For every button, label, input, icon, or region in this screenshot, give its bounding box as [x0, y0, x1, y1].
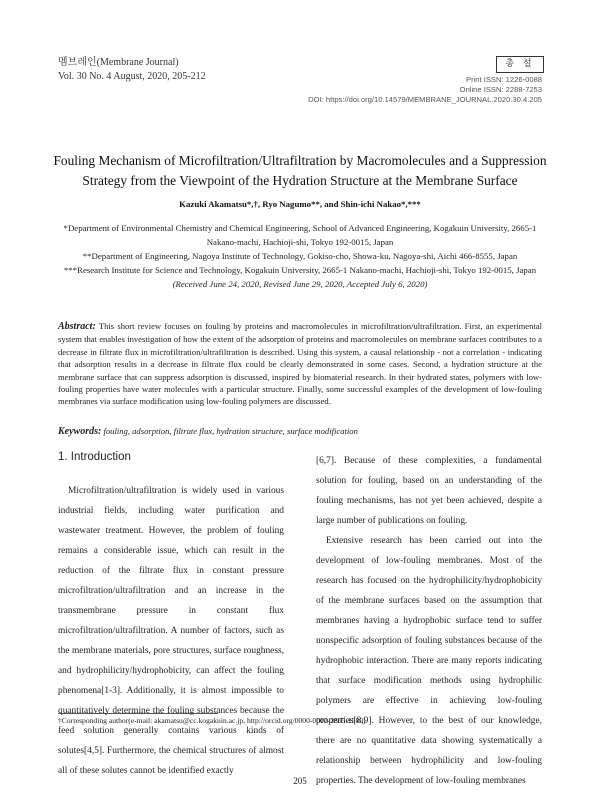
title-line-1: Fouling Mechanism of Microfiltration/Ultrafiltration by Macromolecules and a Suppression — [53, 153, 547, 168]
title-line-2: Strategy from the Viewpoint of the Hydration Structure at the Membrane Surface — [82, 173, 518, 188]
abstract — [58, 320, 542, 408]
intro-paragraph-2: Extensive research has been carried out into the development of low-fouling membranes. Most of the research has focused on the hydrophilicity/hydrophobicity of the membrane surfaces based on the assumption that membranes having a hydrophobic surface tend to suffer nonspecific adsorption of fouling substances because of the hydrophobic interaction. There are many reports indicating that surface modification methods using hydrophilic polymers are effective in achieving low-fouling properties[8,9]. However, to the best of our knowledge, there are no quantitative data showing systematically a relationship between hydrophilicity and low-fouling properties. The development of low-fouling membranes — [316, 536, 542, 786]
intro-paragraph-1: Microfiltration/ultrafiltration is widely used in various industrial fields, including water purification and wastewater treatment. However, the problem of fouling remains a considerable issue, which can result in the reduction of the filtrate flux in constant pressure microfiltration/ultrafiltration and an increase in the transmembrane pressure in constant flux microfiltration/ultrafiltration. A number of factors, such as the membrane materials, pore structures, surface roughness, and hydrophilicity/hydrophobicity, can affect the fouling phenomena[1-3]. Additionally, it is almost impossible to quantitatively determine the fouling substances because the feed solution generally contains various kinds of solutes[4,5]. Furthermore, the chemical structures of almost all of these solutes cannot be identified exactly — [58, 486, 284, 776]
right-column — [316, 451, 542, 791]
doi-link[interactable]: DOI: https://doi.org/10.14579/MEMBRANE_JOURNAL.2020.30.4.205 — [308, 95, 542, 104]
paper-title — [50, 151, 550, 191]
section-heading: 1. Introduction — [58, 451, 131, 463]
left-column — [58, 481, 284, 781]
print-issn: Print ISSN: 1226-0088 — [466, 75, 542, 84]
abstract-text: This short review focuses on fouling by proteins and macromolecules in microfiltration/ultrafiltration. First, an experimental system that enables investigation of how the extent of the adsorption of proteins and macromolecules on membrane surfaces contributes to a decrease in filtrate flux in microfiltration/ultrafiltration is described. Using this system, a causal relationship - not a correlation - indicating that adsorption results in a decrease in filtrate flux could be clearly demonstrated in some cases. Second, a hydration structure at the membrane surface that can suppress adsorption is discussed, inspired by biomaterial research. In their hydrated states, polymers with low-fouling properties have water molecules with a particular structure. Finally, some successful examples of the development of low-fouling membranes via surface modification using low-fouling polymers are discussed. — [58, 321, 542, 407]
issn-block — [308, 75, 542, 105]
affiliation-2: **Department of Engineering, Nagoya Institute of Technology, Gokiso-cho, Showa-ku, Nagoya-shi, Aichi 466-8555, Japan — [82, 251, 518, 261]
authors: Kazuki Akamatsu*,†, Ryo Nagumo**, and Shin-ichi Nakao*,*** — [179, 199, 421, 209]
abstract-label: Abstract: — [58, 321, 96, 332]
intro-paragraph-1-continued: [6,7]. Because of these complexities, a fundamental solution for fouling, based on an understanding of the fouling mechanisms, has not yet been achieved, despite a large number of publications on fouling. — [316, 456, 542, 526]
journal-header — [58, 56, 206, 84]
affiliations — [62, 221, 538, 291]
page-number: 205 — [293, 776, 307, 786]
received-dates: (Received June 24, 2020, Revised June 29, 2020, Accepted July 6, 2020) — [172, 279, 428, 289]
affiliation-1: *Department of Environmental Chemistry and Chemical Engineering, School of Advanced Engineering, Kogakuin University, 2665-1 Nakano-machi, Hachioji-shi, Tokyo 192-0015, Japan — [63, 223, 537, 247]
volume-line: Vol. 30 No. 4 August, 2020, 205-212 — [58, 71, 206, 82]
keywords — [58, 426, 542, 437]
article-type-badge: 총 설 — [496, 56, 544, 73]
affiliation-3: ***Research Institute for Science and Technology, Kogakuin University, 2665-1 Nakano-machi, Hachioji-shi, Tokyo 192-0015, Japan — [63, 265, 537, 275]
corresponding-author-footnote: †Corresponding author(e-mail: akamatsu@cc.kogakuin.ac.jp, http://orcid.org/0000-0002-2865-1580) — [58, 716, 366, 725]
footnote-rule — [58, 713, 218, 714]
online-issn: Online ISSN: 2288-7253 — [459, 85, 542, 94]
journal-name: 멤브레인(Membrane Journal) — [58, 57, 179, 68]
keywords-text: fouling, adsorption, filtrate flux, hydration structure, surface modification — [101, 426, 358, 436]
keywords-label: Keywords: — [58, 426, 102, 437]
